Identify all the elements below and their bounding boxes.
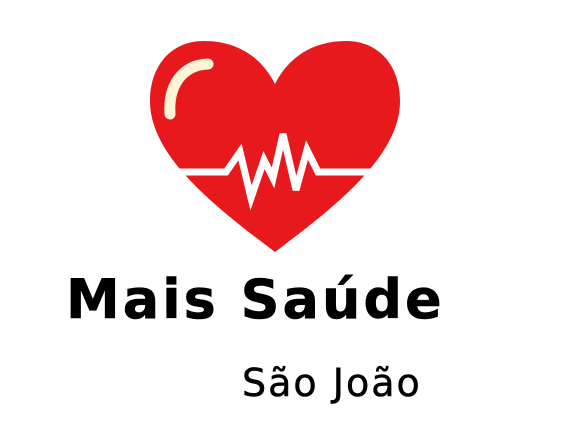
brand-subtitle: São João [242,361,422,405]
brand-title: Mais Saúde [66,268,445,331]
heart-pulse-icon [140,38,410,263]
